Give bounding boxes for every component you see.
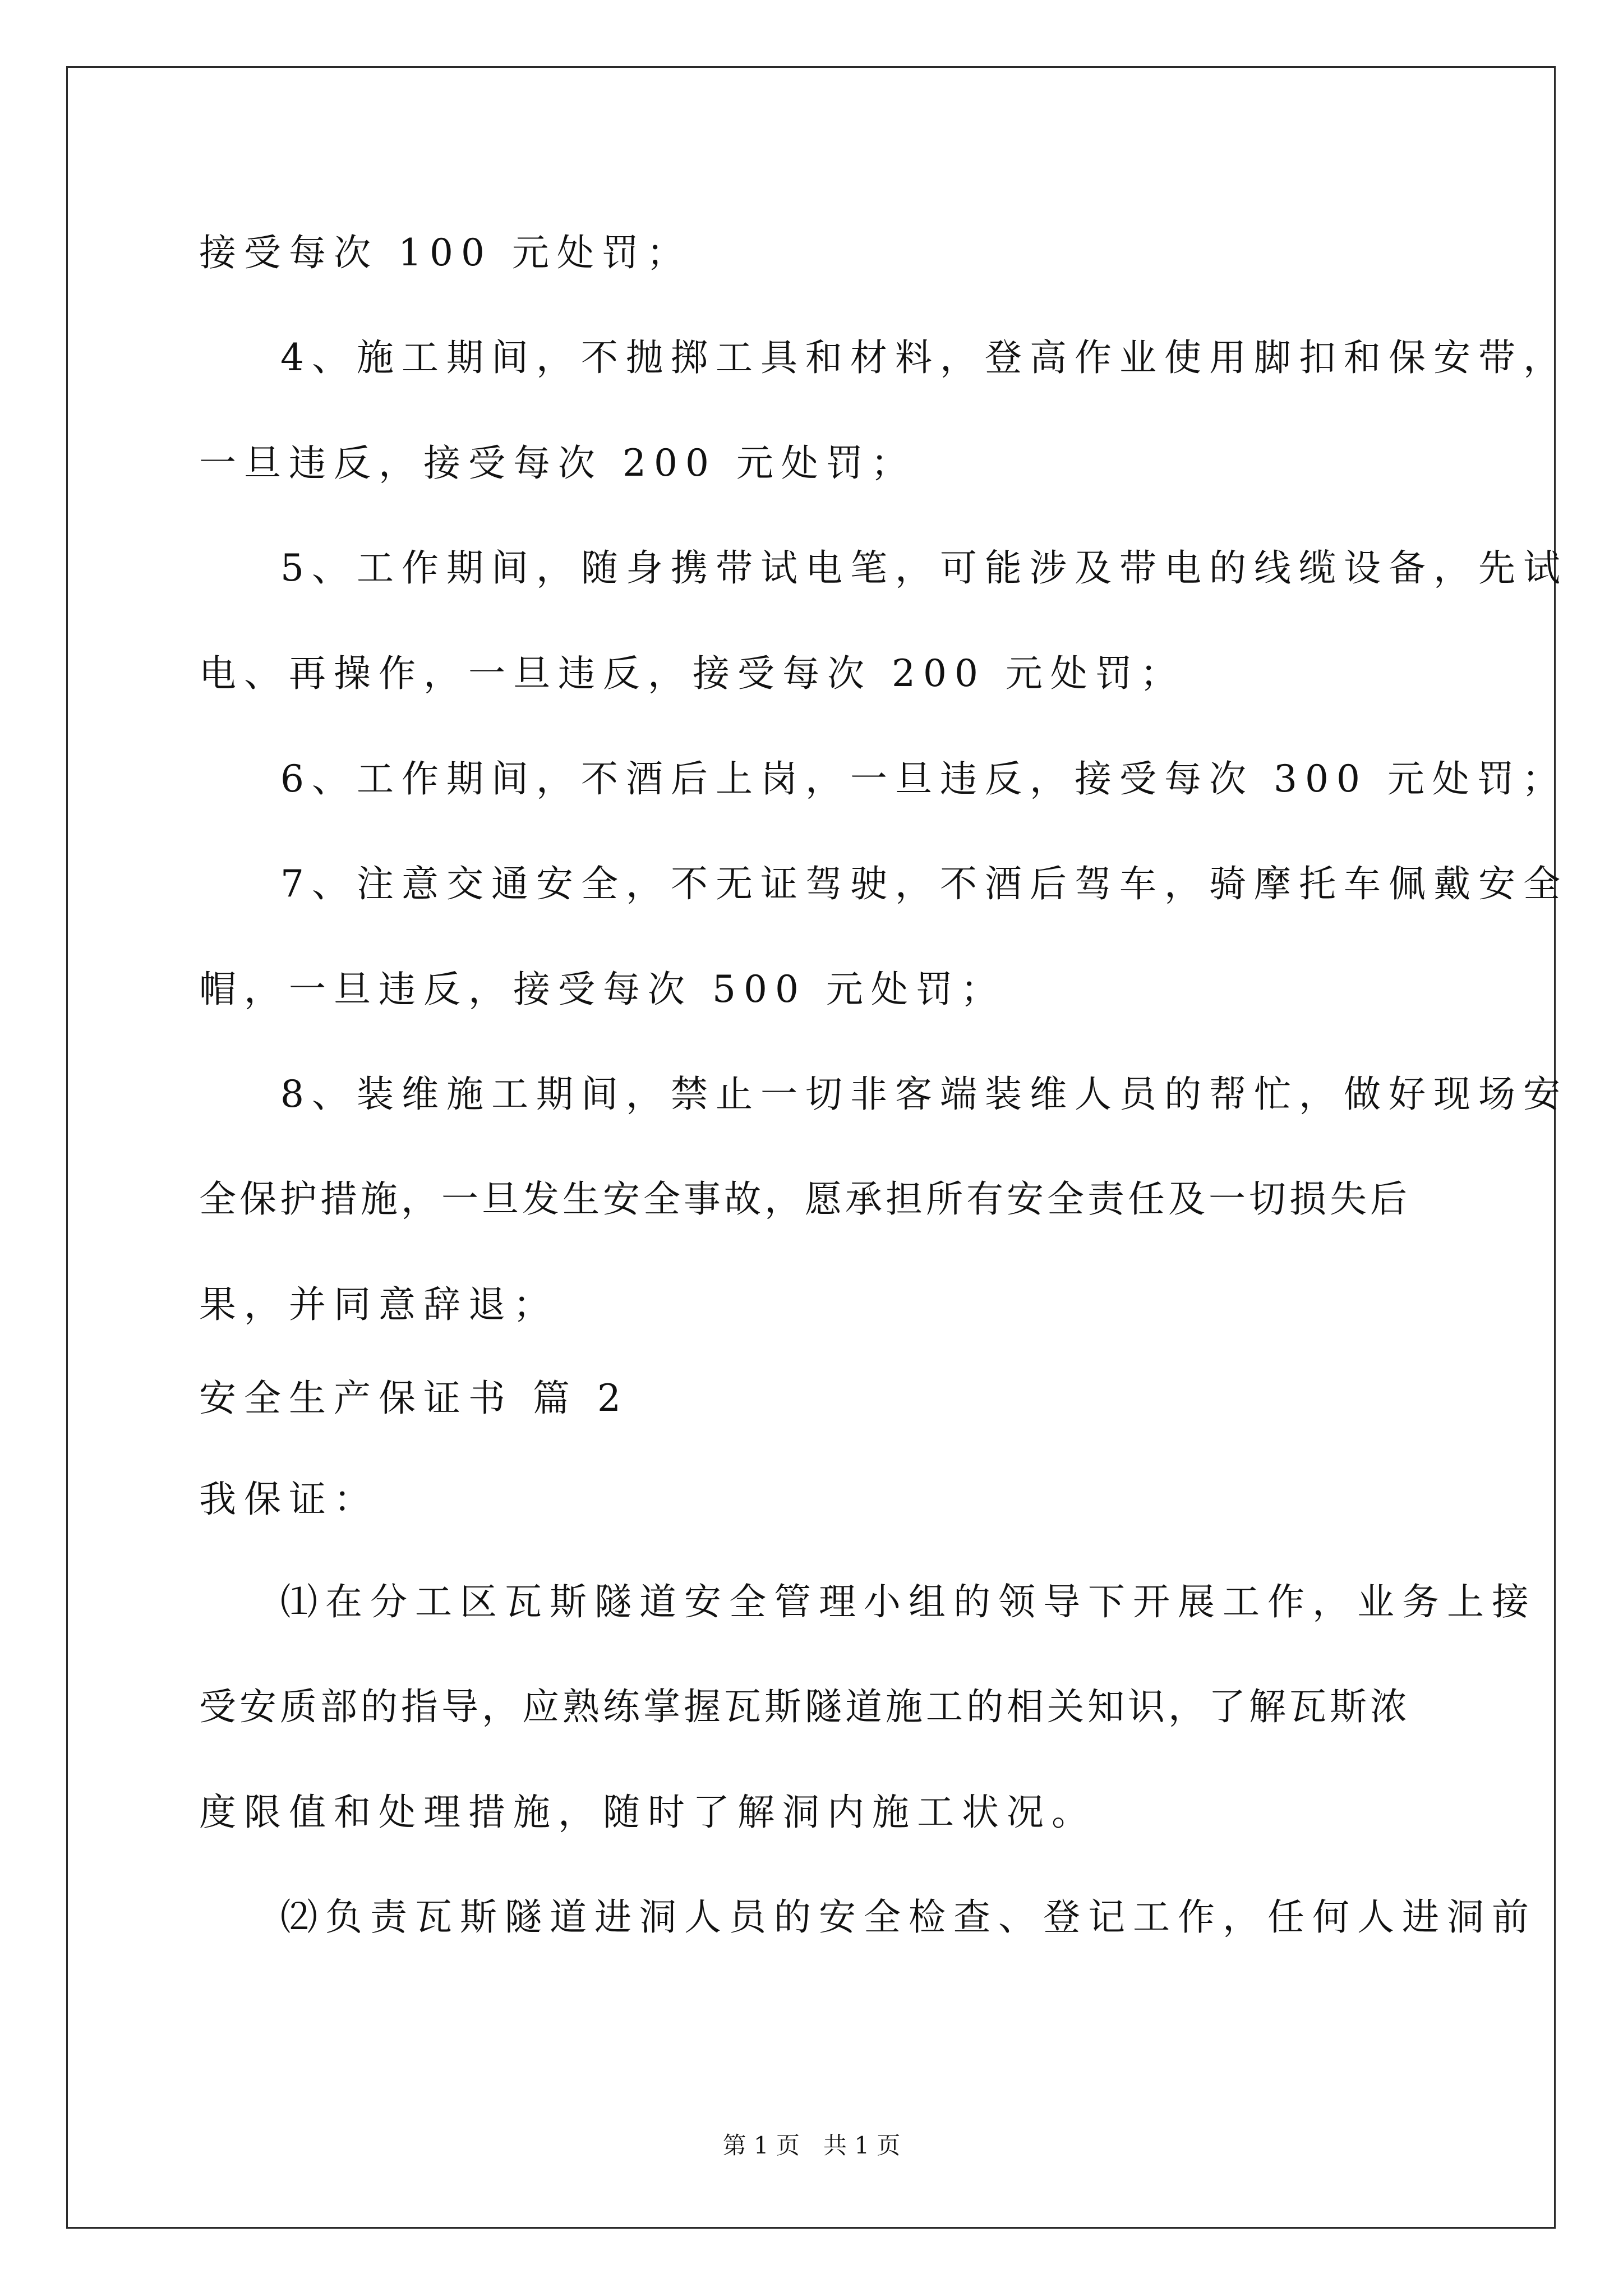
text-line: ⑴在分工区瓦斯隧道安全管理小组的领导下开展工作，业务上接 xyxy=(280,1580,1537,1623)
page-number-footer: 第 1 页 共 1 页 xyxy=(722,2132,901,2159)
text-line: 5、工作期间，随身携带试电笔，可能涉及带电的线缆设备，先试 xyxy=(280,546,1568,590)
text-line: 帽，一旦违反，接受每次 500 元处罚； xyxy=(199,968,1006,1011)
text-line: ⑵负责瓦斯隧道进洞人员的安全检查、登记工作，任何人进洞前 xyxy=(280,1895,1537,1939)
text-line: 果，并同意辞退； xyxy=(199,1283,558,1326)
text-line: 电、再操作，一旦违反，接受每次 200 元处罚； xyxy=(199,652,1185,695)
section-heading: 安全生产保证书 篇 2 xyxy=(199,1377,629,1420)
text-line: 7、注意交通安全，不无证驾驶，不酒后驾车，骑摩托车佩戴安全 xyxy=(280,862,1568,905)
text-line: 一旦违反，接受每次 200 元处罚； xyxy=(199,441,916,485)
text-line: 接受每次 100 元处罚； xyxy=(199,231,691,274)
text-line: 4、施工期间，不抛掷工具和材料，登高作业使用脚扣和保安带， xyxy=(280,336,1568,379)
text-line: 6、工作期间，不酒后上岗，一旦违反，接受每次 300 元处罚； xyxy=(280,757,1567,800)
text-line: 8、装维施工期间，禁止一切非客端装维人员的帮忙，做好现场安 xyxy=(280,1073,1568,1116)
text-line: 全保护措施，一旦发生安全事故，愿承担所有安全责任及一切损失后 xyxy=(199,1177,1410,1221)
text-line: 我保证： xyxy=(199,1478,379,1521)
text-line: 度限值和处理措施，随时了解洞内施工状况。 xyxy=(199,1791,1096,1834)
text-line: 受安质部的指导，应熟练掌握瓦斯隧道施工的相关知识，了解瓦斯浓 xyxy=(199,1685,1410,1728)
